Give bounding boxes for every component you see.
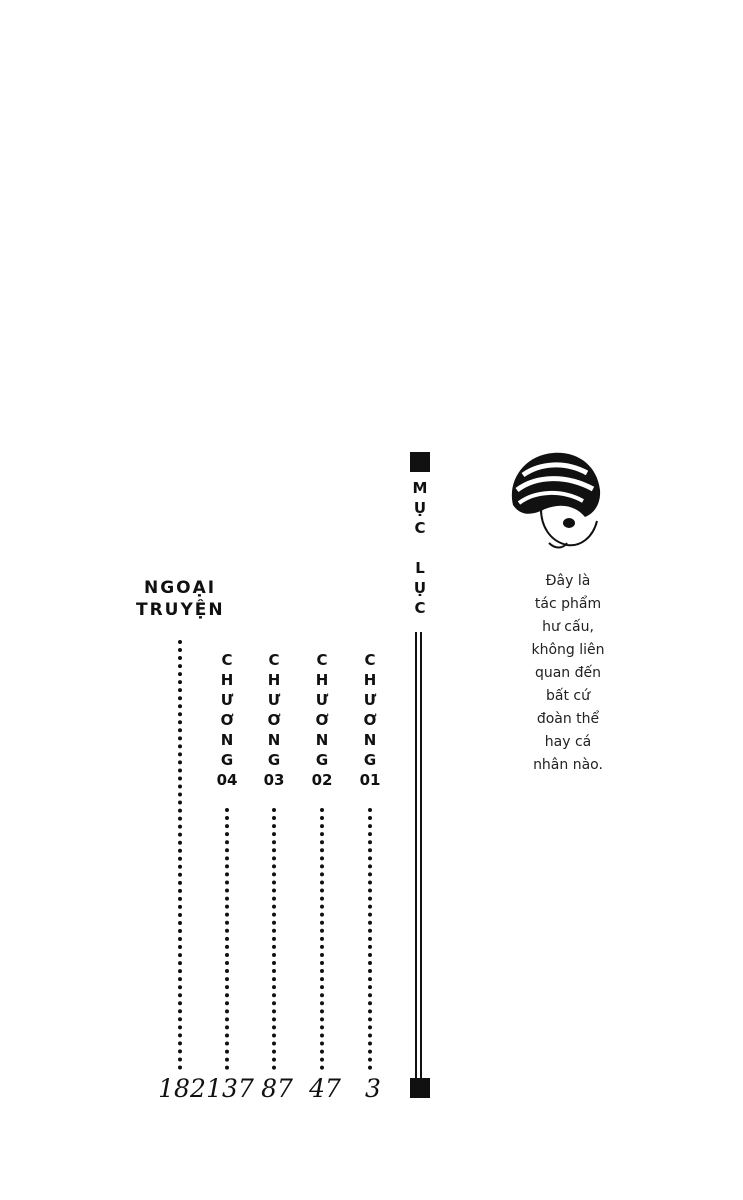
chapter-char: G	[220, 751, 234, 769]
disclaimer-line: bất cứ	[546, 688, 590, 704]
title-char: Ụ	[413, 499, 427, 517]
chapter-number: 01	[359, 771, 381, 789]
chapter-number: 02	[311, 771, 333, 789]
chapter-02-dots	[320, 808, 328, 1070]
chapter-char: N	[267, 731, 281, 749]
extra-story-dots	[178, 640, 186, 1070]
chapter-char: C	[364, 651, 376, 669]
title-char: C	[414, 599, 426, 617]
chapter-03-label	[263, 650, 285, 790]
chapter-char: G	[315, 751, 329, 769]
chapter-char: Ư	[220, 691, 234, 709]
chapter-char: N	[315, 731, 329, 749]
chapter-02-page: 47	[309, 1074, 341, 1103]
title-char: M	[412, 479, 428, 497]
toc-title-mucluc	[412, 478, 428, 618]
chapter-03-dots	[272, 808, 280, 1070]
chapter-03-page: 87	[261, 1074, 293, 1103]
chapter-char: C	[268, 651, 280, 669]
chapter-01-label	[359, 650, 381, 790]
chapter-01-dots	[368, 808, 376, 1070]
chapter-char: G	[267, 751, 281, 769]
chapter-char: H	[267, 671, 281, 689]
chapter-char: H	[220, 671, 234, 689]
disclaimer-line: nhân nào.	[533, 757, 603, 773]
chapter-char: Ơ	[220, 711, 234, 729]
title-char: Ụ	[413, 579, 427, 597]
disclaimer-line: quan đến	[534, 665, 602, 681]
chapter-01-page: 3	[365, 1074, 381, 1103]
extra-story-page: 182	[158, 1074, 206, 1103]
chapter-char: G	[363, 751, 377, 769]
top-square-mark	[410, 452, 430, 472]
chapter-char: Ư	[315, 691, 329, 709]
chapter-number: 04	[216, 771, 238, 789]
disclaimer-line: không liên	[531, 642, 605, 658]
chapter-char: Ư	[267, 691, 281, 709]
chapter-04-label	[216, 650, 238, 790]
chapter-char: C	[316, 651, 328, 669]
disclaimer-line: Đây là	[545, 573, 591, 589]
chapter-number: 03	[263, 771, 285, 789]
chapter-char: H	[315, 671, 329, 689]
extra-story-label-line2: TRUYỆN	[136, 600, 225, 620]
chapter-char: Ư	[363, 691, 377, 709]
extra-story-label-line1: NGOẠI	[144, 578, 217, 598]
title-char: L	[415, 559, 425, 577]
chapter-char: Ơ	[267, 711, 281, 729]
disclaimer-line: đoàn thể	[536, 711, 600, 727]
chapter-char: H	[363, 671, 377, 689]
woman-head-logo	[505, 445, 605, 555]
chapter-02-label	[311, 650, 333, 790]
bottom-square-mark	[410, 1078, 430, 1098]
disclaimer-line: hư cấu,	[542, 619, 594, 635]
chapter-char: N	[220, 731, 234, 749]
chapter-char: Ơ	[315, 711, 329, 729]
chapter-04-page: 137	[206, 1074, 254, 1103]
title-rule-left	[415, 632, 417, 1078]
title-rule-right	[420, 632, 422, 1078]
chapter-char: N	[363, 731, 377, 749]
disclaimer-line: tác phẩm	[534, 596, 602, 612]
disclaimer-text	[518, 570, 618, 777]
chapter-04-dots	[225, 808, 233, 1070]
disclaimer-line: hay cá	[544, 734, 592, 750]
chapter-char: Ơ	[363, 711, 377, 729]
chapter-char: C	[221, 651, 233, 669]
title-char: C	[414, 519, 426, 537]
